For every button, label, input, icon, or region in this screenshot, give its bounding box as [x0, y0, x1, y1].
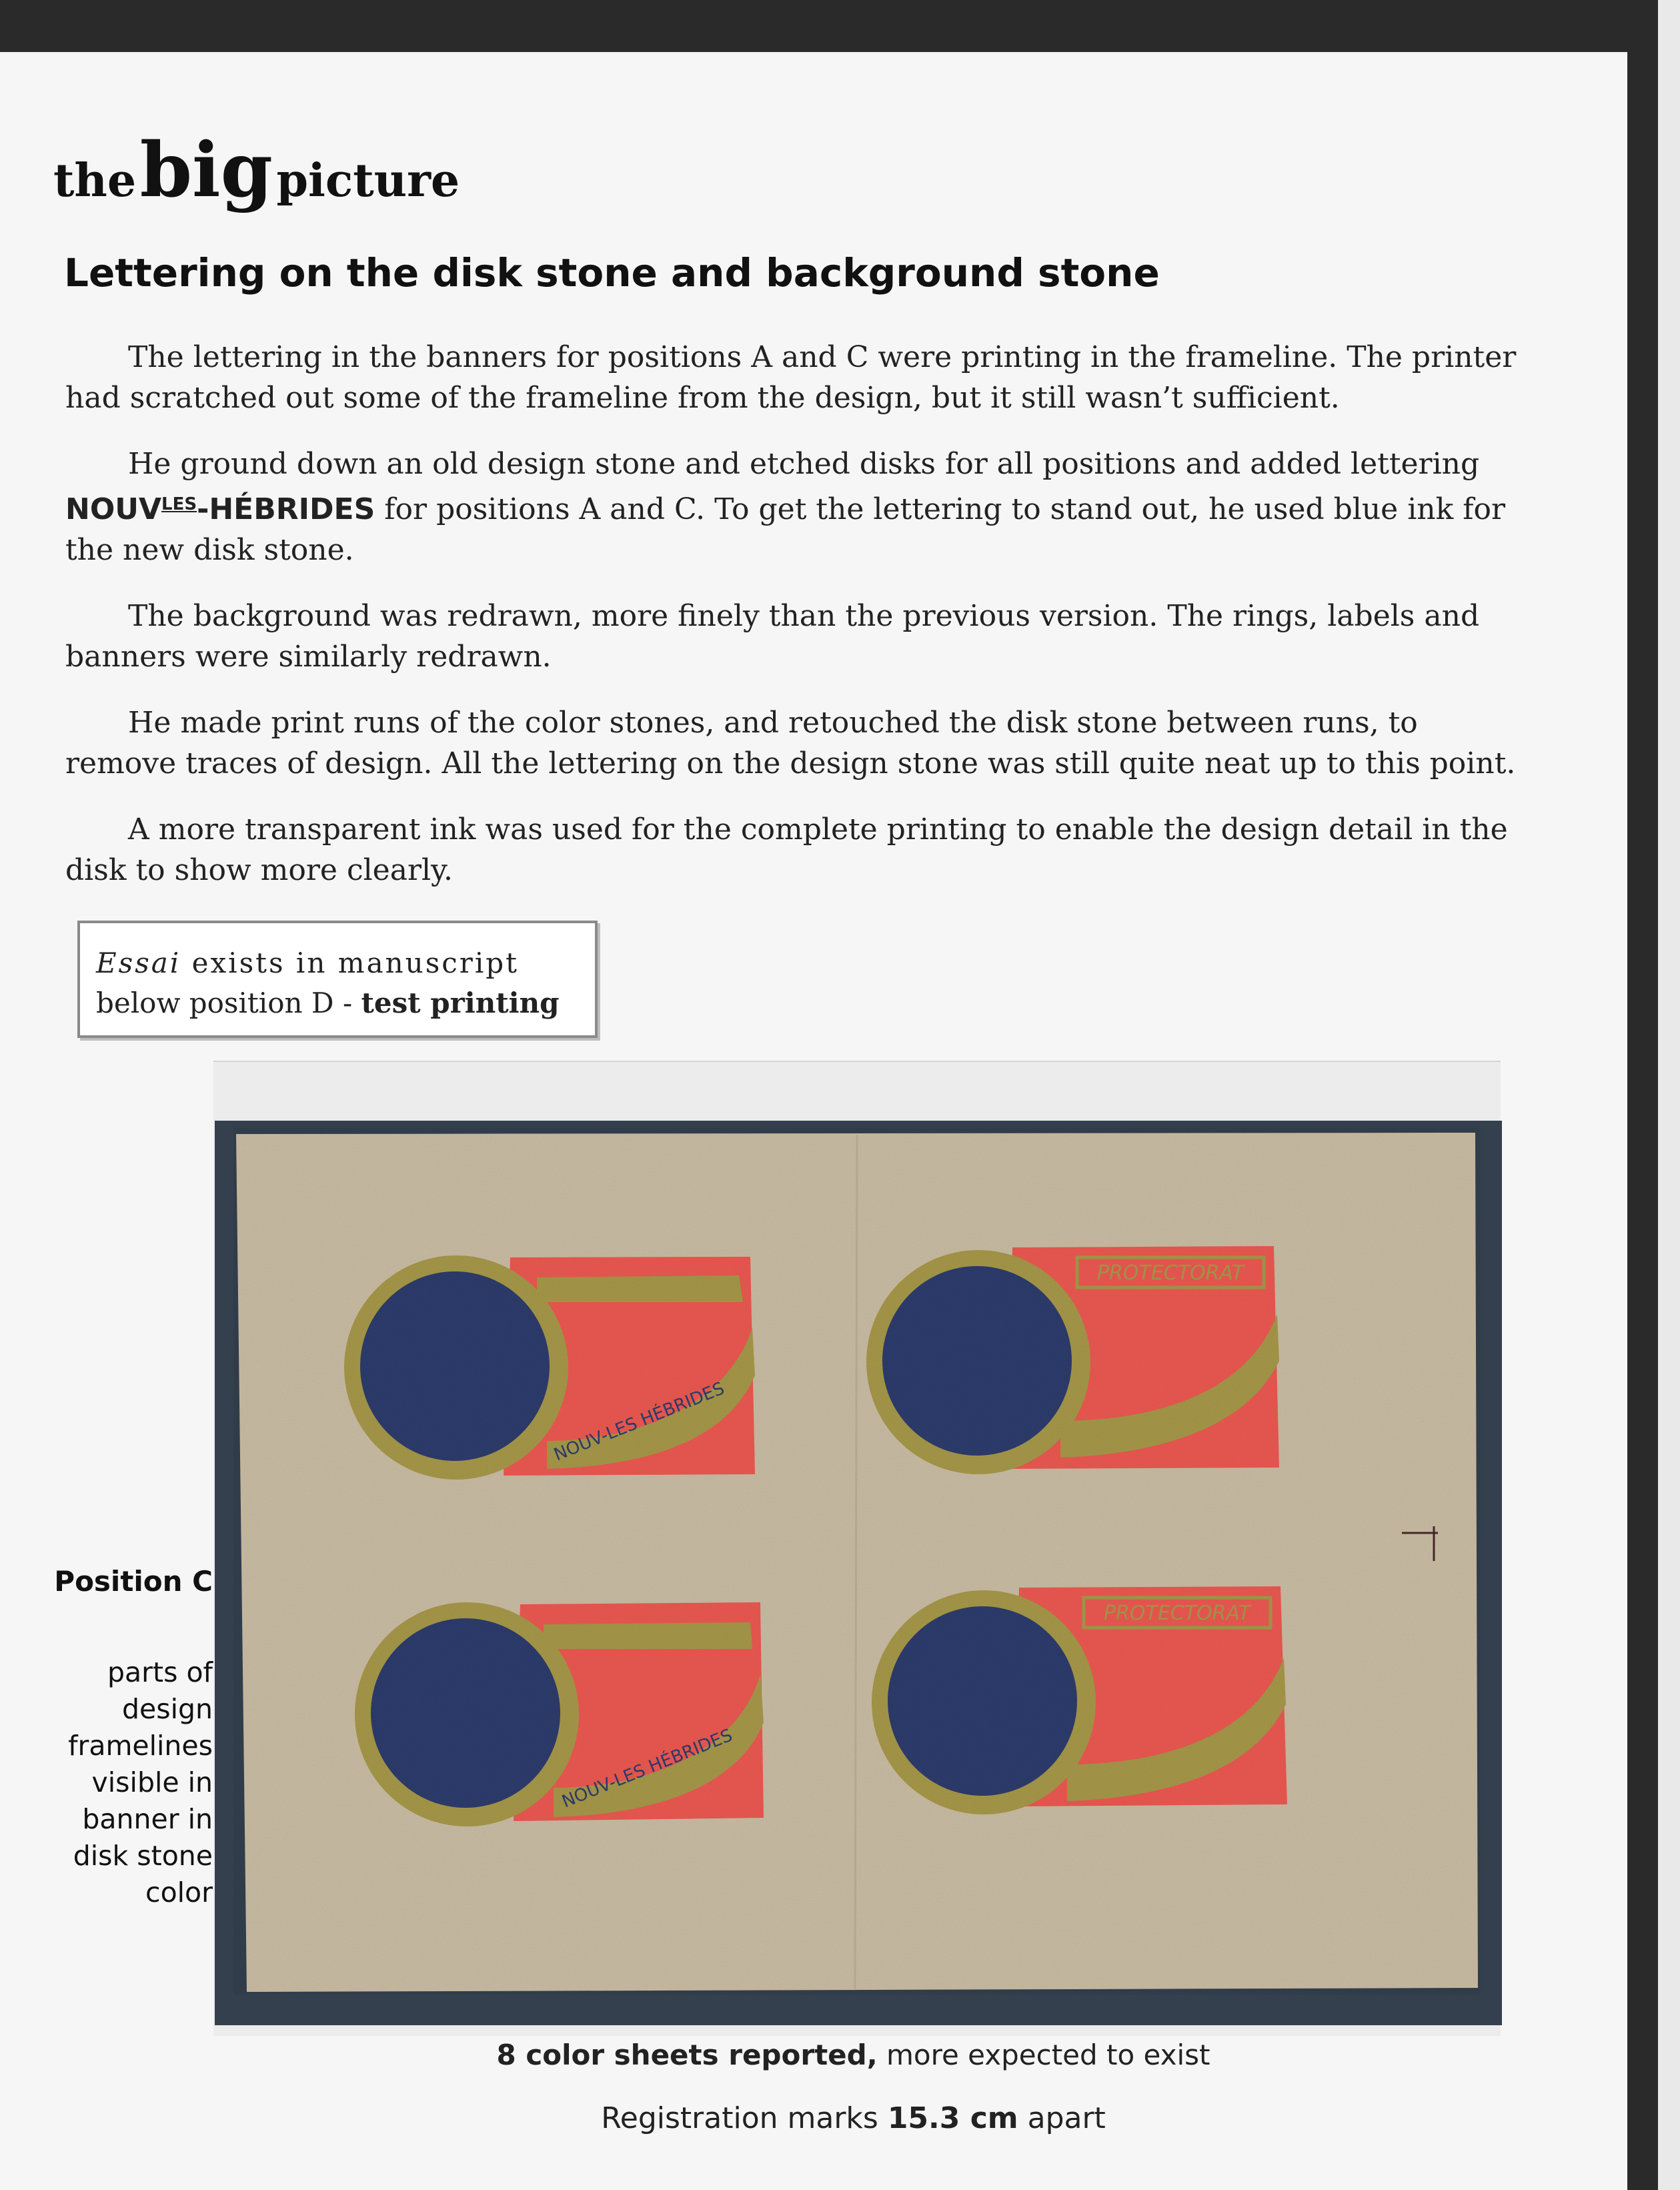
desc-line-4: visible in	[91, 1766, 213, 1798]
page-subtitle: Lettering on the disk stone and background stone	[64, 250, 1160, 296]
frame-top-border	[0, 0, 1654, 52]
callout-line-1	[96, 943, 595, 983]
callout-test-printing: test printing	[361, 987, 560, 1019]
paragraph-2-start: He ground down an old design stone and etched disks for all positions and added lettering	[128, 447, 1480, 481]
caption-color-sheets	[0, 2039, 1680, 2071]
desc-line-6: disk stone	[73, 1840, 213, 1872]
nouv-text: NOUV	[65, 492, 162, 526]
header-big: big	[139, 127, 273, 214]
position-c-label: Position C	[54, 1565, 213, 1598]
nouv-hebrides-lettering	[65, 492, 375, 526]
page-header	[53, 127, 460, 214]
caption-color-sheets-rest: more expected to exist	[877, 2039, 1210, 2071]
caption-registration-start: Registration marks	[601, 2101, 888, 2135]
caption-registration-distance: 15.3 cm	[887, 2101, 1018, 2135]
frame-edge	[1658, 0, 1680, 2190]
caption-color-sheets-bold: 8 color sheets reported,	[496, 2039, 878, 2071]
paragraph-1: The lettering in the banners for positions A and C were printing in the frameline. The printer had scratched out some of the frameline from the design, but it still wasn’t sufficient.	[65, 340, 1517, 415]
paragraph-2-end: for positions A and C. To get the lettering to stand out, he used blue ink for the new disk stone.	[65, 492, 1506, 567]
caption-registration-marks	[0, 2101, 1680, 2135]
desc-line-1: parts of	[107, 1656, 213, 1688]
callout-line-2	[96, 983, 595, 1023]
essay-sheet	[233, 1127, 1481, 1995]
callout-line2-start: below position D -	[96, 987, 361, 1019]
paper-grain-overlay	[233, 1127, 1481, 1995]
body-text	[65, 337, 1526, 916]
position-c-description	[68, 1654, 213, 1911]
callout-line1-rest: exists in manuscript	[181, 947, 520, 979]
desc-line-2: design	[121, 1693, 213, 1725]
callout-essai: Essai	[96, 947, 181, 979]
paragraph-3: The background was redrawn, more finely than the previous version. The rings, labels and banners were similarly redrawn.	[65, 599, 1480, 674]
desc-line-3: framelines	[68, 1730, 213, 1762]
paragraph-4: He made print runs of the color stones, and retouched the disk stone between runs, to remove traces of design. All the lettering on the design stone was still quite neat up to this point.	[65, 706, 1516, 780]
paragraph-2	[65, 444, 1526, 570]
les-superscript: LES	[161, 494, 197, 514]
desc-line-5: banner in	[82, 1803, 213, 1835]
header-the: the	[53, 154, 137, 207]
header-picture: picture	[276, 154, 460, 207]
caption-registration-end: apart	[1018, 2101, 1106, 2135]
essai-callout-box	[77, 921, 598, 1038]
hebrides-text: -HÉBRIDES	[197, 492, 375, 526]
frame-right-border	[1627, 0, 1658, 2190]
essay-sheet-illustration	[233, 1127, 1481, 1995]
desc-line-7: color	[145, 1876, 213, 1908]
paragraph-5: A more transparent ink was used for the complete printing to enable the design detail in the disk to show more clearly.	[65, 812, 1508, 887]
